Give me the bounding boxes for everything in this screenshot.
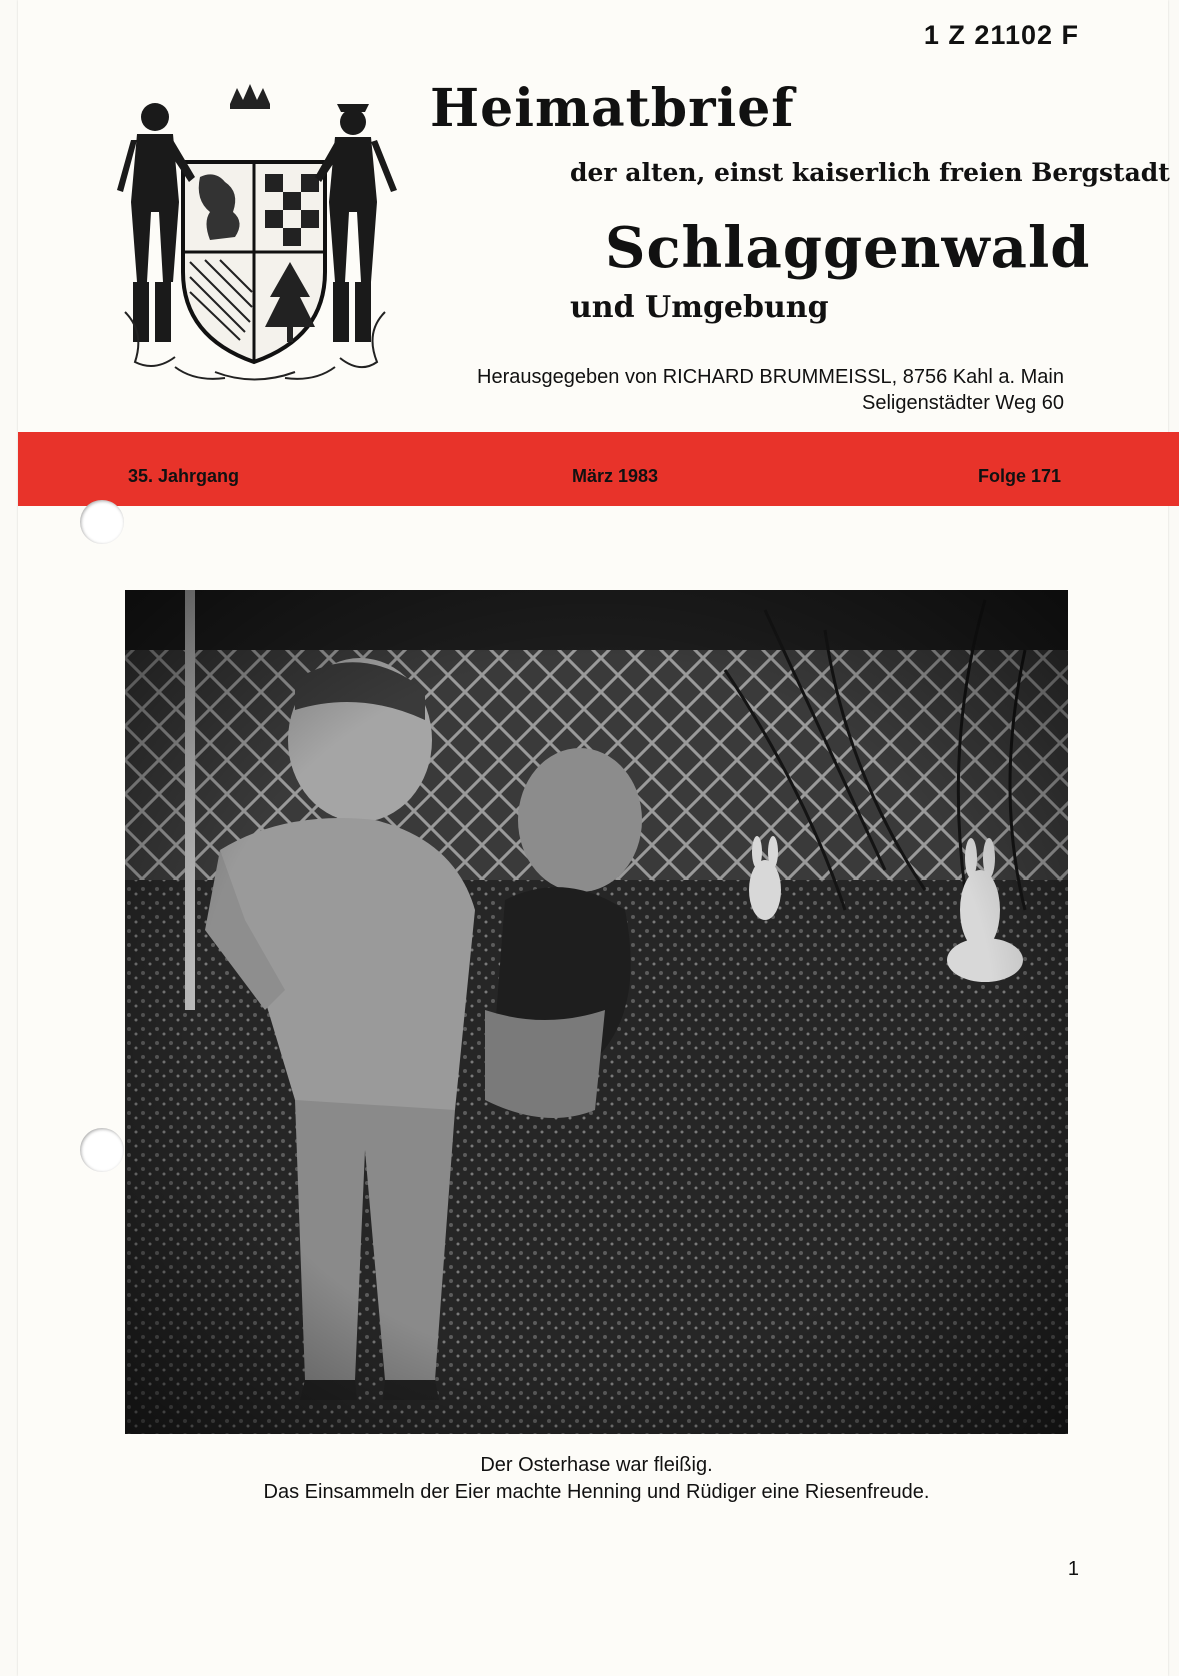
issue-date: März 1983	[572, 466, 659, 486]
publisher-line-1: Herausgegeben von RICHARD BRUMMEISSL, 8756 Kahl a. Main	[477, 366, 1064, 388]
publisher-line-2: Seligenstädter Weg 60	[862, 392, 1064, 414]
punch-hole-top	[80, 500, 124, 544]
coat-of-arms-icon	[115, 82, 400, 392]
masthead-town: Schlaggenwald	[605, 215, 1091, 281]
photo-children-garden-icon	[125, 590, 1068, 1434]
caption-line-1: Der Osterhase war fleißig.	[480, 1454, 713, 1476]
serial-number: 1 Z 21102 F	[923, 20, 1079, 50]
photo-caption	[125, 1452, 1068, 1506]
page-number: 1	[1067, 1558, 1079, 1580]
masthead-subtitle: der alten, einst kaiserlich freien Bergstadt	[570, 158, 1170, 187]
issue-volume: 35. Jahrgang	[128, 466, 240, 486]
issue-number: Folge 171	[977, 466, 1061, 486]
masthead-region: und Umgebung	[570, 290, 829, 325]
punch-hole-bottom	[80, 1128, 124, 1172]
publisher-info	[477, 364, 1064, 416]
caption-line-2: Das Einsammeln der Eier machte Henning und Rüdiger eine Riesenfreude.	[263, 1481, 930, 1503]
masthead-title: Heimatbrief	[430, 78, 795, 139]
